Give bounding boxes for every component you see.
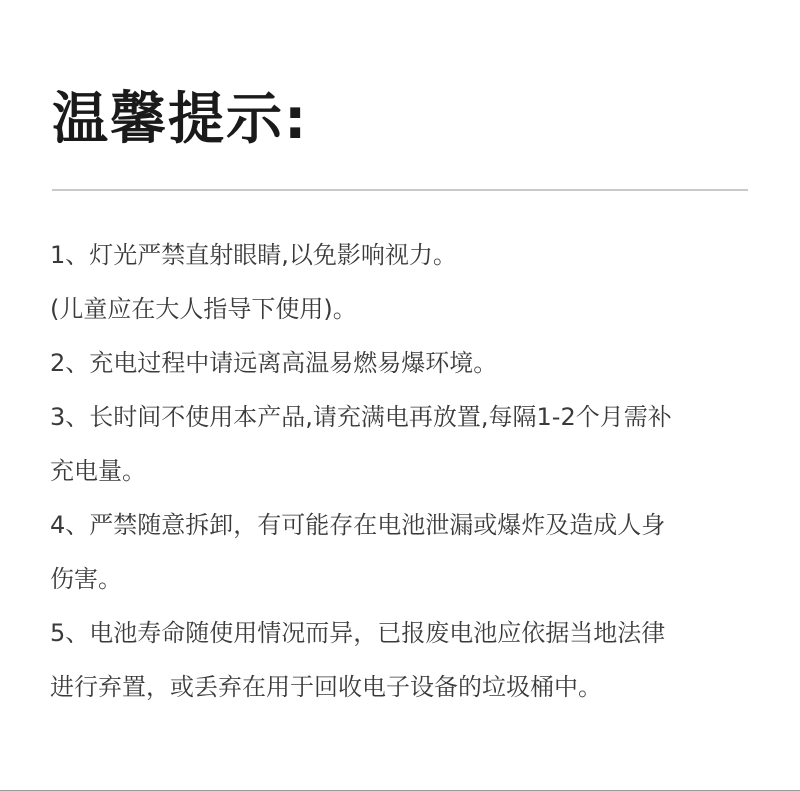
notice-line: 3、长时间不使用本产品,请充满电再放置,每隔1-2个月需补 (50, 403, 672, 431)
notice-line: 5、电池寿命随使用情况而异，已报废电池应依据当地法律 (50, 619, 666, 647)
notice-line: 充电量。 (50, 457, 146, 485)
notice-line: 进行弃置，或丢弃在用于回收电子设备的垃圾桶中。 (50, 673, 602, 701)
page-title: 温馨提示: (52, 87, 309, 152)
notice-list (50, 228, 770, 714)
notice-line: 伤害。 (50, 565, 122, 593)
title-divider (52, 189, 748, 191)
notice-line: (儿童应在大人指导下使用)。 (50, 295, 357, 323)
notice-line: 1、灯光严禁直射眼睛,以免影响视力。 (50, 241, 457, 269)
notice-line: 2、充电过程中请远离高温易燃易爆环境。 (50, 349, 498, 377)
notice-line: 4、严禁随意拆卸，有可能存在电池泄漏或爆炸及造成人身 (50, 511, 666, 539)
